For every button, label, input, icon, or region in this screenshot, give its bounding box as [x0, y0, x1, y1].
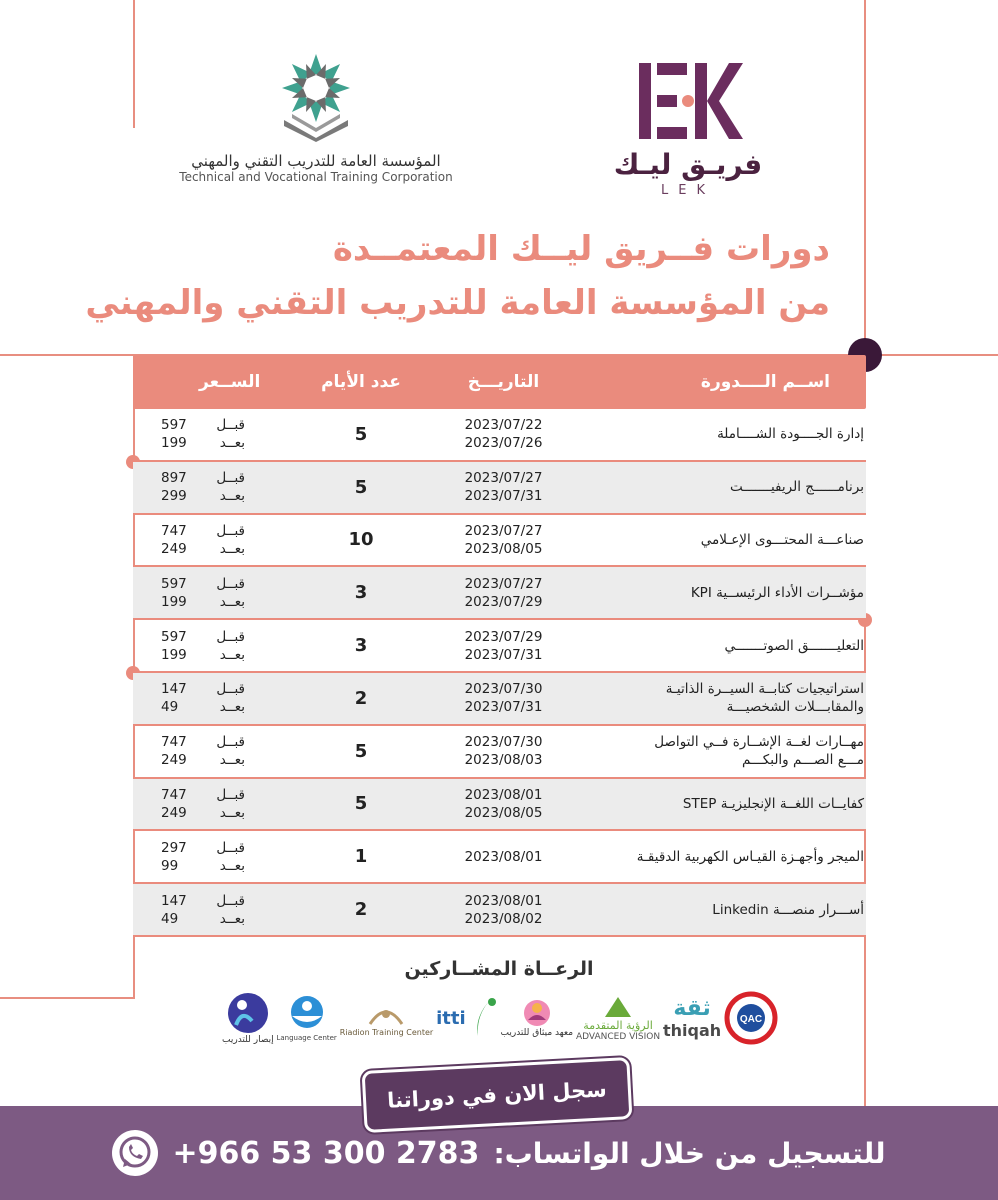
- price-after-label: بعــد: [219, 857, 245, 874]
- price-after-value: 199: [161, 435, 187, 452]
- sponsor-qac-logo: [724, 989, 778, 1047]
- course-days: 1: [354, 846, 368, 868]
- course-start-date: 2023/07/22: [464, 417, 543, 434]
- price-after-label: بعــد: [219, 593, 245, 610]
- price-before: [161, 522, 291, 540]
- course-end-date: 2023/08/03: [464, 752, 543, 769]
- course-start-date: 2023/08/01: [464, 848, 543, 865]
- price-before-label: قبــل: [216, 628, 245, 645]
- price-before-value: 747: [161, 786, 187, 803]
- course-name: [576, 584, 866, 602]
- footer-label: للتسجيل من خلال الواتساب:: [493, 1136, 886, 1170]
- price-before-label: قبــل: [216, 522, 245, 539]
- price-after-value: 249: [161, 752, 187, 769]
- course-start-date: 2023/07/27: [464, 522, 543, 539]
- sponsor-riadion-logo: [340, 989, 434, 1047]
- course-end-date: 2023/07/31: [464, 646, 543, 663]
- price-before-label: قبــل: [216, 470, 245, 487]
- price-before: [161, 628, 291, 646]
- price-after-label: بعــد: [219, 699, 245, 716]
- course-name-line-2: والمقابـــلات الشخصيـــة: [726, 699, 864, 716]
- price-before-label: قبــل: [216, 839, 245, 856]
- title-line-2: من المؤسسة العامة للتدريب التقني والمهني: [85, 283, 830, 323]
- courses-table: [133, 355, 866, 937]
- sponsor-itti-logo: [436, 989, 498, 1047]
- price-before-label: قبــل: [216, 417, 245, 434]
- price-before-label: قبــل: [216, 786, 245, 803]
- course-dates: [431, 416, 576, 452]
- course-price: [161, 628, 291, 664]
- tvtc-logo-arabic: المؤسسة العامة للتدريب التقني والمهني: [191, 152, 441, 170]
- course-name: [576, 531, 866, 549]
- price-after-value: 249: [161, 540, 187, 557]
- thiqah-arabic: ثقة: [673, 996, 711, 1021]
- course-days: 10: [348, 529, 374, 551]
- course-price: [161, 892, 291, 928]
- advanced-vision-english: ADVANCED VISION: [575, 1031, 661, 1042]
- course-dates: [431, 786, 576, 822]
- course-name-line-1: برنامــــــج الريفيـــــــت: [730, 479, 864, 496]
- price-after: [161, 857, 291, 875]
- price-before-label: قبــل: [216, 734, 245, 751]
- whatsapp-glyph-icon: [115, 1133, 155, 1173]
- course-dates: [431, 733, 576, 769]
- page-title: [85, 222, 830, 330]
- sponsor-thiqah-logo: [663, 989, 721, 1047]
- course-end-date: 2023/07/26: [464, 435, 543, 452]
- header-price: الســعر: [199, 372, 261, 392]
- header-date: التاريـــخ: [467, 372, 540, 392]
- lek-logo-arabic: فريـق ليـك: [613, 148, 763, 181]
- language-center-name: Language Center: [276, 1034, 337, 1042]
- course-end-date: 2023/07/29: [464, 593, 543, 610]
- course-start-date: 2023/07/27: [464, 575, 543, 592]
- register-now-button[interactable]: سجل الان في دوراتنا: [362, 1057, 633, 1133]
- price-after: [161, 646, 291, 664]
- price-after-label: بعــد: [219, 540, 245, 557]
- price-before: [161, 733, 291, 751]
- course-end-date: 2023/07/31: [464, 488, 543, 505]
- course-price: [161, 416, 291, 452]
- itti-leaf-icon: [470, 996, 498, 1040]
- course-name-line-1: التعليـــــــق الصوتـــــــي: [724, 637, 864, 654]
- frame-line-bottom: [0, 997, 135, 999]
- course-start-date: 2023/07/30: [464, 734, 543, 751]
- course-name-line-1: استراتيجيات كتابــة السيــرة الذاتيـة: [665, 681, 864, 698]
- course-start-date: 2023/08/01: [464, 892, 543, 909]
- course-end-date: 2023/07/31: [464, 699, 543, 716]
- price-after-label: بعــد: [219, 804, 245, 821]
- course-name: [576, 733, 866, 769]
- course-dates: [431, 469, 576, 505]
- table-row: [133, 884, 866, 937]
- table-row: [133, 462, 866, 515]
- table-row: [133, 726, 866, 779]
- price-after-value: 49: [161, 910, 179, 927]
- course-end-date: 2023/08/05: [464, 540, 543, 557]
- tvtc-logo: [176, 50, 456, 184]
- table-row: [133, 620, 866, 673]
- course-start-date: 2023/07/30: [464, 681, 543, 698]
- course-name-line-1: مؤشــرات الأداء الرئيســية KPI: [690, 584, 864, 601]
- course-name: [576, 478, 866, 496]
- price-before-value: 747: [161, 734, 187, 751]
- course-name-line-1: إدارة الجــــودة الشــــاملة: [717, 426, 864, 443]
- mithaq-name: معهد ميثاق للتدريب: [500, 1028, 574, 1038]
- price-after-label: بعــد: [219, 435, 245, 452]
- lek-logo-english: LEK: [661, 183, 715, 198]
- course-days: 5: [354, 423, 368, 445]
- course-name-line-1: كفايــات اللغــة الإنجليزيـة STEP: [682, 795, 864, 812]
- course-name-line-1: صناعـــة المحتـــوى الإعـلامي: [700, 531, 864, 548]
- course-price: [161, 839, 291, 875]
- title-line-1: دورات فــريق ليــك المعتمــدة: [332, 229, 830, 269]
- course-days: 5: [354, 740, 368, 762]
- whatsapp-icon[interactable]: [112, 1130, 158, 1176]
- price-before-value: 147: [161, 681, 187, 698]
- price-before-value: 597: [161, 417, 187, 434]
- course-name-line-2: مـــع الصـــم والبكـــم: [741, 752, 864, 769]
- course-name: [576, 795, 866, 813]
- course-dates: [431, 575, 576, 611]
- price-after: [161, 751, 291, 769]
- course-name: [576, 425, 866, 443]
- riadion-name: Riadion Training Center: [339, 1027, 434, 1037]
- course-name-line-1: أســـرار منصـــة Linkedin: [712, 901, 864, 918]
- course-price: [161, 575, 291, 611]
- sponsor-mithaq-logo: [501, 989, 574, 1047]
- advanced-vision-icon: [603, 995, 633, 1019]
- course-name: [576, 848, 866, 866]
- price-after: [161, 804, 291, 822]
- course-price: [161, 733, 291, 769]
- course-dates: [431, 680, 576, 716]
- course-name: [576, 680, 866, 716]
- course-dates: [431, 522, 576, 558]
- price-before-label: قبــل: [216, 892, 245, 909]
- price-after: [161, 540, 291, 558]
- price-after-label: بعــد: [219, 910, 245, 927]
- svg-text:QAC: QAC: [739, 1014, 763, 1025]
- price-after: [161, 434, 291, 452]
- price-before-value: 597: [161, 575, 187, 592]
- course-name: [576, 901, 866, 919]
- course-dates: [431, 848, 576, 866]
- price-before: [161, 680, 291, 698]
- price-before-label: قبــل: [216, 681, 245, 698]
- course-days: 5: [354, 476, 368, 498]
- qac-seal-icon: [724, 991, 778, 1045]
- sponsors-logos: [222, 988, 778, 1048]
- ebsar-icon: [226, 991, 270, 1035]
- course-end-date: 2023/08/02: [464, 910, 543, 927]
- tvtc-emblem-icon: [278, 50, 354, 142]
- course-start-date: 2023/08/01: [464, 786, 543, 803]
- table-row: [133, 409, 866, 462]
- price-before: [161, 469, 291, 487]
- price-after-label: بعــد: [219, 752, 245, 769]
- header-days: عدد الأيام: [321, 372, 401, 392]
- price-after: [161, 487, 291, 505]
- table-header: [133, 355, 866, 409]
- sponsors-title: الرعــاة المشــاركين: [404, 958, 594, 980]
- course-days: 2: [354, 687, 368, 709]
- price-after-value: 49: [161, 699, 179, 716]
- price-after-value: 199: [161, 646, 187, 663]
- price-before: [161, 839, 291, 857]
- course-days: 3: [354, 635, 368, 657]
- table-body: [133, 409, 866, 937]
- tvtc-logo-english: Technical and Vocational Training Corporation: [179, 170, 453, 184]
- price-after: [161, 698, 291, 716]
- course-dates: [431, 628, 576, 664]
- price-before-value: 597: [161, 628, 187, 645]
- price-after-label: بعــد: [219, 646, 245, 663]
- itti-name: itti: [436, 1007, 466, 1029]
- price-before-value: 297: [161, 839, 187, 856]
- price-after-value: 299: [161, 488, 187, 505]
- price-after-value: 99: [161, 857, 179, 874]
- price-before: [161, 892, 291, 910]
- price-after: [161, 593, 291, 611]
- table-row: [133, 515, 866, 568]
- course-name-line-1: الميجر وأجهـزة القيـاس الكهربية الدقيقـة: [636, 848, 864, 865]
- price-before: [161, 786, 291, 804]
- sponsor-language-center-logo: [276, 989, 336, 1047]
- course-days: 3: [354, 582, 368, 604]
- sponsor-advanced-vision-logo: [576, 989, 660, 1047]
- course-price: [161, 786, 291, 822]
- price-before: [161, 575, 291, 593]
- course-start-date: 2023/07/27: [464, 470, 543, 487]
- price-after-label: بعــد: [219, 488, 245, 505]
- price-before: [161, 416, 291, 434]
- header-course-name: اســم الــــدورة: [700, 372, 830, 392]
- table-row: [133, 567, 866, 620]
- table-row: [133, 831, 866, 884]
- frame-line-right: [864, 0, 866, 355]
- table-row: [133, 779, 866, 832]
- price-before-label: قبــل: [216, 575, 245, 592]
- ebsar-name: إبصار للتدريب: [222, 1035, 274, 1045]
- price-before-value: 747: [161, 522, 187, 539]
- course-end-date: 2023/08/05: [464, 804, 543, 821]
- course-days: 5: [354, 793, 368, 815]
- riadion-icon: [366, 1000, 406, 1028]
- price-after-value: 249: [161, 804, 187, 821]
- thiqah-english: thiqah: [662, 1021, 722, 1040]
- advanced-vision-arabic: الرؤية المتقدمة: [583, 1018, 653, 1032]
- mithaq-icon: [520, 998, 554, 1028]
- course-days: 2: [354, 899, 368, 921]
- lek-logo-icon: [633, 59, 743, 143]
- sponsor-ebsar-logo: [222, 989, 274, 1047]
- course-name-line-1: مهــارات لغــة الإشــارة فــي التواصل: [654, 734, 864, 751]
- table-row: [133, 673, 866, 726]
- course-name: [576, 637, 866, 655]
- course-price: [161, 680, 291, 716]
- price-before-value: 147: [161, 892, 187, 909]
- course-price: [161, 469, 291, 505]
- whatsapp-phone-number[interactable]: +966 53 300 2783: [172, 1135, 480, 1171]
- course-price: [161, 522, 291, 558]
- lek-logo: [598, 56, 778, 196]
- frame-line-left: [133, 0, 135, 128]
- language-center-icon: [284, 994, 330, 1034]
- lek-logo-mark: [598, 56, 778, 146]
- price-before-value: 897: [161, 470, 187, 487]
- price-after-value: 199: [161, 593, 187, 610]
- course-start-date: 2023/07/29: [464, 628, 543, 645]
- course-dates: [431, 892, 576, 928]
- price-after: [161, 910, 291, 928]
